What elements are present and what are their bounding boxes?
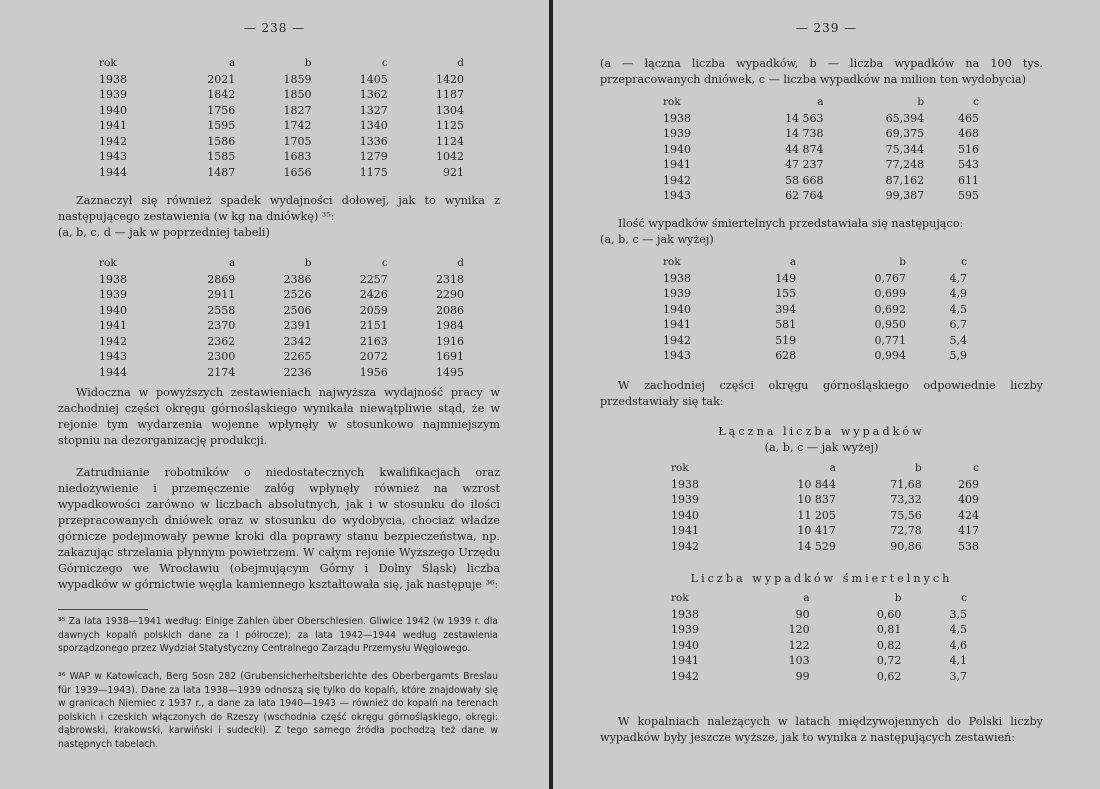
table-cell: 1340 [359,119,388,132]
table-cell: 581 [775,318,797,331]
table-cell: 2526 [283,288,312,301]
table-header-cell: rok [663,256,681,268]
table-row [99,103,464,119]
table-cell: 1944 [99,365,127,379]
table-row [99,149,464,165]
table-header-cell: c [973,462,979,474]
table-cell: 1842 [207,88,236,101]
page-number: — 239 — [795,21,858,35]
table-cell: 1942 [663,173,691,187]
table-header-cell: a [228,257,236,269]
table-header-cell: c [381,57,388,69]
table-cell: 122 [788,638,810,652]
table-row [99,272,464,288]
table-cell: 2391 [283,319,312,332]
table-cell: 1942 [663,333,691,347]
table-cell: 4,6 [949,638,967,652]
table-cell: 1943 [663,189,691,202]
table-cell: 2370 [207,319,236,332]
table-cell: 1943 [99,150,127,163]
table-cell: 1327 [359,103,388,117]
table-cell: 10 844 [797,477,836,491]
table-cell: 417 [958,524,979,537]
footnote-35: ³⁵ Za lata 1938—1941 według: Einige Zahlen über Oberschlesien. Gliwice 1942 (w 1939 r. dla dawnych kopalń polskich dane za I półrocze); za lata 1942—1944 według zestawienia sporządzonego przez Wydział Statystyczny Centralnego Zarządu Przemysłu Węglowego. [58,616,498,655]
table-header-cell: b [917,96,925,108]
paragraph [600,378,1043,410]
table-cell: 1939 [99,288,127,301]
table-header-cell: a [803,592,810,604]
table-row [671,653,967,669]
table-cell: 90,86 [890,539,922,553]
table-row [663,317,967,333]
table-header-cell: rok [99,57,117,69]
table-row [663,173,979,189]
table-cell: 394 [775,302,797,316]
table-cell: 2318 [436,272,464,286]
table-cell: 14 738 [785,127,824,140]
table-cell: 99 [795,669,810,683]
table-cell: 2558 [207,303,236,317]
table-cell: 409 [958,493,979,506]
table-cell: 1940 [99,303,127,317]
table-cell: 1942 [99,134,127,148]
table-header-cell: a [817,96,824,108]
table-cell: 468 [958,127,979,140]
underground-productivity-table [99,256,464,380]
table-cell: 1495 [436,365,464,379]
table-cell: 1942 [671,539,699,553]
paragraph-text: Zaznaczył się również spadek wydajności dołowej, jak to wynika z następującego zestawienia (w kg na dniówkę) ³⁵: [58,194,500,223]
table-cell: 2086 [436,303,464,317]
table-cell: 47 237 [785,158,824,171]
table-cell: 1859 [283,72,312,86]
table-cell: 1939 [663,127,691,140]
table-cell: 1943 [663,349,691,362]
table-row [671,638,967,654]
table-header-cell: b [304,57,312,69]
table-cell: 75,344 [885,142,925,156]
table-cell: 1916 [436,334,464,348]
table-row [99,87,464,103]
table-cell: 73,32 [890,493,922,506]
table-cell: 0,699 [874,287,906,300]
table-row [99,165,464,181]
table-header-row [99,256,464,272]
table-cell: 1042 [436,150,464,163]
table-header-cell: rok [99,257,117,269]
table-cell: 2163 [359,334,388,348]
table-cell: 1850 [283,88,312,101]
table-cell: 1175 [359,165,388,179]
table-cell: 1938 [99,272,127,286]
table-cell: 3,5 [949,607,967,621]
table-cell: 1336 [359,134,388,148]
table-header-row [671,461,979,477]
paragraph-text: W zachodniej części okręgu górnośląskiego odpowiednie liczby przedstawiały się tak: [600,379,1043,408]
table-row [671,508,979,524]
paragraph-text: Zatrudnianie robotników o niedostatecznych kwalifikacjach oraz niedożywienie i przemęczenie załóg wpłynęły również na wzrost wypadkowości zarówno w liczbach absolutnych, jak i w stosunku do ilości przepracowanych dniówek oraz w stosunku do wydobycia, chociaż władze górnicze podejmowały pewne kroki dla poprawy stanu bezpieczeństwa, np. zakazując strzelania płynnym powietrzem. W całym rejonie Wyższego Urzędu Górniczego we Wrocławiu (obejmującym Górny i Dolny Śląsk) liczba wypadków w górnictwie węgla kamiennego kształtowała się, jak następuje ³⁶: [58,466,500,591]
table-row [663,302,967,318]
paragraph [58,465,500,593]
table-cell: 103 [788,654,810,667]
table-cell: 1705 [283,134,312,148]
table-cell: 1940 [663,142,691,156]
table-row [99,134,464,150]
table-header-cell: a [789,256,797,268]
table-cell: 1941 [99,119,127,132]
table-header-cell: b [899,256,906,268]
table-row [663,142,979,158]
table-cell: 58 668 [785,173,824,187]
table-cell: 1939 [99,88,127,101]
table-cell: 1938 [671,477,699,491]
table-cell: 0,767 [874,271,906,285]
left-page [0,0,549,789]
table-cell: 1585 [207,150,236,163]
paragraph-text: Widoczna w powyższych zestawieniach najwyższa wydajność pracy w zachodniej części okręgu górnośląskiego wynikała niewątpliwie stąd, że w rejonie tym wydarzenia wojenne wpłynęły w stosunkowo najmniejszym stopniu na dezorganizację produkcji. [58,386,500,447]
table-cell: 1942 [671,669,699,683]
table-cell: 1942 [99,334,127,348]
fatal-accidents-table [663,255,967,364]
table-cell: 87,162 [885,173,925,187]
paragraph-text: Ilość wypadków śmiertelnych przedstawiała się następująco: [618,217,964,230]
table-cell: 1487 [207,165,236,179]
table-cell: 2386 [283,272,312,286]
table-cell: 1683 [283,150,312,163]
table-cell: 1304 [436,103,464,117]
table-cell: 465 [958,111,979,125]
table-row [99,365,464,381]
table-cell: 519 [775,333,797,347]
table-cell: 1405 [359,72,388,86]
footnote-36: ³⁶ WAP w Katowicach, Berg Sosn 282 (Grubensicherheitsberichte des Oberbergamts Breslau für 1939—1943). Dane za lata 1938—1939 odnoszą się tylko do kopalń, które znajdowały się w granicach Niemiec z 1937 r., a dane za lata 1940—1943 — również do kopalń na terenach polskich i czeskich włączonych do Rzeszy (wschodnia część okręgu górnośląskiego, okręgi: dąbrowski, krakowski, karwiński i sudecki). Z tego samego źródła pochodzą też dane w następnych tabelach. [58,671,498,750]
table-cell: 2362 [207,334,236,348]
section-heading: Liczba wypadków śmiertelnych [690,572,953,585]
table-cell: 2059 [359,303,388,317]
table-header-row [663,95,979,111]
table-cell: 1943 [99,350,127,363]
west-fatal-accidents-table [671,591,967,684]
table-cell: 90 [795,607,810,621]
table-row [671,669,967,685]
table-cell: 1595 [207,119,236,132]
table-cell: 628 [775,349,797,362]
table-cell: 1656 [283,165,312,179]
table-row [663,348,967,364]
table-cell: 10 417 [797,524,836,537]
table-cell: 1941 [663,318,691,331]
table-cell: 5,9 [949,349,967,362]
table-cell: 1187 [436,88,464,101]
table-header-cell: a [829,462,836,474]
productivity-table [99,56,464,180]
table-cell: 1941 [671,654,699,667]
paragraph [600,714,1043,746]
table-row [663,286,967,302]
table-cell: 77,248 [885,158,925,171]
paragraph [600,56,1043,88]
table-cell: 6,7 [949,318,967,331]
table-cell: 0,62 [876,669,902,683]
table-cell: 1941 [671,524,699,537]
table-cell: 1938 [663,271,691,285]
table-cell: 0,60 [876,607,902,621]
paragraph-text: (a — łączna liczba wypadków, b — liczba wypadków na 100 tys. przepracowanych dniówek, c — liczba wypadków na milion ton wydobycia) [600,57,1043,86]
table-cell: 2072 [359,350,388,363]
table-row [99,118,464,134]
table-cell: 0,771 [874,333,906,347]
table-cell: 2290 [436,288,464,301]
table-cell: 75,56 [890,508,922,522]
table-header-cell: c [961,256,967,268]
table-cell: 1939 [671,623,699,636]
table-cell: 14 529 [797,539,836,553]
table-header-cell: rok [671,592,689,604]
table-cell: 71,68 [890,477,922,491]
table-cell: 1984 [436,319,464,332]
table-cell: 0,950 [874,318,906,331]
table-cell: 14 563 [785,111,824,125]
table-cell: 269 [958,477,979,491]
table-cell: 543 [958,158,979,171]
table-row [663,271,967,287]
table-row [99,72,464,88]
table-cell: 611 [958,173,979,187]
table-header-cell: c [961,592,967,604]
table-cell: 1938 [671,607,699,621]
table-cell: 2426 [359,288,388,301]
table-cell: 1941 [99,319,127,332]
table-cell: 1940 [663,302,691,316]
table-header-cell: c [381,257,388,269]
table-row [99,349,464,365]
table-cell: 1362 [359,88,388,101]
table-cell: 538 [958,539,979,553]
table-header-cell: a [228,57,236,69]
table-cell: 99,387 [885,189,925,202]
table-cell: 2506 [283,303,312,317]
table-cell: 1941 [663,158,691,171]
table-cell: 2265 [283,350,312,363]
table-header-cell: rok [663,96,681,108]
footnote-divider [58,609,148,610]
table-cell: 4,5 [949,302,967,316]
paragraph-text: (a, b, c — jak wyżej) [600,233,714,246]
table-cell: 149 [775,271,797,285]
table-cell: 120 [788,623,810,636]
table-header-cell: rok [671,462,689,474]
paragraph [58,193,500,241]
table-cell: 5,4 [949,333,967,347]
paragraph [58,385,500,449]
table-cell: 0,692 [874,302,906,316]
table-cell: 3,7 [949,669,967,683]
table-cell: 10 837 [797,493,836,506]
table-cell: 69,375 [885,127,925,140]
table-row [671,607,967,623]
table-cell: 2151 [359,319,388,332]
table-cell: 155 [775,287,797,300]
table-cell: 2911 [207,288,236,301]
table-cell: 2021 [207,72,236,86]
table-cell: 1939 [671,493,699,506]
table-cell: 1756 [207,103,236,117]
table-header-cell: d [457,257,464,269]
table-row [671,477,979,493]
table-cell: 595 [958,189,979,202]
section-heading: Łączna liczba wypadków [718,425,925,438]
table-row [663,188,979,204]
table-cell: 62 764 [785,189,824,202]
table-cell: 1742 [283,119,312,132]
table-cell: 4,9 [949,287,967,300]
table-cell: 0,81 [876,623,902,636]
table-row [99,287,464,303]
table-cell: 2342 [283,334,312,348]
table-cell: 1956 [359,365,388,379]
table-cell: 1827 [283,103,312,117]
west-accidents-table [671,461,979,554]
table-cell: 2257 [359,272,388,286]
table-cell: 1938 [663,111,691,125]
table-cell: 72,78 [890,524,922,537]
table-header-cell: c [973,96,979,108]
section-subheading: (a, b, c — jak wyżej) [764,441,879,454]
table-cell: 1938 [99,72,127,86]
table-header-cell: b [915,462,922,474]
table-cell: 516 [958,142,979,156]
table-cell: 65,394 [885,111,925,125]
table-cell: 2174 [207,365,236,379]
table-header-row [671,591,967,607]
table-cell: 1124 [436,134,464,148]
table-cell: 1940 [671,508,699,522]
table-cell: 11 205 [797,508,836,522]
table-cell: 1586 [207,134,236,148]
table-cell: 424 [958,508,979,522]
table-cell: 1691 [436,350,464,363]
table-row [671,622,967,638]
table-row [663,126,979,142]
table-header-row [663,255,967,271]
accidents-table [663,95,979,204]
table-cell: 44 874 [785,142,824,156]
table-header-cell: b [894,592,902,604]
table-header-cell: b [304,257,312,269]
table-row [99,303,464,319]
table-cell: 1420 [436,72,464,86]
paragraph [600,216,1043,248]
table-cell: 2300 [207,350,236,363]
table-cell: 2236 [283,365,312,379]
paragraph-text: W kopalniach należących w latach międzywojennych do Polski liczby wypadków były jeszcze wyższe, jak to wynika z następujących zestawień: [600,715,1043,744]
table-row [663,157,979,173]
table-cell: 0,82 [876,638,902,652]
table-cell: 4,5 [949,623,967,636]
table-row [671,523,979,539]
table-cell: 2869 [207,272,236,286]
table-cell: 1125 [436,119,464,132]
table-cell: 4,1 [949,654,967,667]
table-cell: 1940 [99,103,127,117]
right-page [553,0,1100,789]
table-cell: 921 [443,165,464,179]
table-row [663,111,979,127]
table-row [99,318,464,334]
table-cell: 1279 [359,150,388,163]
table-row [671,492,979,508]
page-number: — 238 — [243,21,306,35]
table-cell: 0,994 [874,349,906,362]
table-row [671,539,979,555]
table-header-cell: d [457,57,464,69]
table-cell: 0,72 [876,654,902,667]
table-row [663,333,967,349]
table-header-row [99,56,464,72]
table-cell: 1940 [671,638,699,652]
table-cell: 1939 [663,287,691,300]
paragraph-text: (a, b, c, d — jak w poprzedniej tabeli) [58,226,270,239]
table-row [99,334,464,350]
table-cell: 4,7 [949,271,967,285]
table-cell: 1944 [99,165,127,179]
